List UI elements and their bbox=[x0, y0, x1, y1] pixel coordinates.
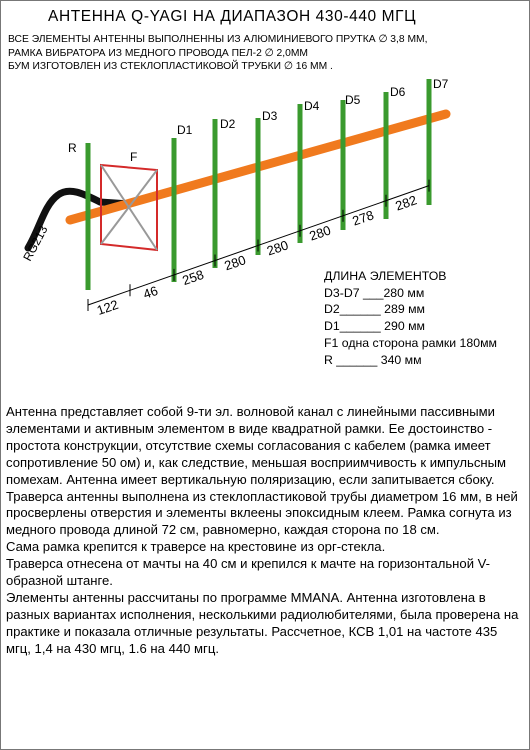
element-label-d5: D5 bbox=[345, 93, 361, 107]
spacing-label: 46 bbox=[141, 282, 160, 302]
length-row: D1______ 290 мм bbox=[324, 319, 426, 334]
lengths-header: ДЛИНА ЭЛЕМЕНТОВ bbox=[324, 269, 447, 283]
spacing-label: 282 bbox=[393, 192, 419, 214]
element-label-d6: D6 bbox=[390, 85, 406, 99]
description-paragraph: Траверса антенны выполнена из стеклопластиковой трубы диаметром 16 мм, в ней просверлены отверстия и элементы вклеены эпоксидным клеем. Рамка согнута из медного провода длиной 72 см, равномерно, каждая сторона по 18 см. bbox=[6, 488, 518, 538]
spacing-label: 258 bbox=[180, 266, 206, 289]
length-row: R ______ 340 мм bbox=[324, 352, 422, 367]
description-paragraph: Сама рамка крепится к траверсе на крестовине из орг-стекла. bbox=[6, 539, 386, 555]
spacing-label: 122 bbox=[94, 296, 121, 319]
length-row: D2______ 289 мм bbox=[324, 302, 426, 317]
description-paragraph: Элементы антенны рассчитаны по программе MMANA. Антенна изготовлена в разных вариантах исполнения, несколькими радиолюбителями, была проверена на практике и показала отличные результаты. Рассчетное, КСВ 1,01 на частоте 435 мгц, 1,4 на 430 мгц, 1.6 на 440 мгц. bbox=[6, 589, 519, 656]
spacing-label: 280 bbox=[307, 222, 333, 244]
elements-group bbox=[68, 77, 449, 290]
length-row: F1 одна сторона рамки 180мм bbox=[324, 335, 497, 350]
spacing-label: 280 bbox=[264, 237, 291, 259]
element-label-d1: D1 bbox=[177, 123, 193, 137]
spacing-label: 280 bbox=[222, 252, 248, 274]
cable-label: RG213 bbox=[20, 223, 51, 264]
element-label-d3: D3 bbox=[262, 109, 278, 123]
element-label-d7: D7 bbox=[433, 77, 449, 91]
length-row: D3-D7 ___280 мм bbox=[324, 285, 425, 300]
element-lengths bbox=[324, 268, 497, 368]
description-paragraph: Траверса отнесена от мачты на 40 см и крепился к мачте на горизонтальной V-образной штанге. bbox=[6, 556, 491, 589]
element-label-d2: D2 bbox=[220, 117, 236, 131]
element-label-d4: D4 bbox=[304, 99, 320, 113]
spec-line: РАМКА ВИБРАТОРА ИЗ МЕДНОГО ПРОВОДА ПЕЛ-2 ∅ 2,0ММ bbox=[8, 47, 308, 59]
element-label-r: R bbox=[68, 141, 77, 155]
spec-line: БУМ ИЗГОТОВЛЕН ИЗ СТЕКЛОПЛАСТИКОВОЙ ТРУБКИ ∅ 16 ММ . bbox=[8, 61, 333, 73]
description-paragraph: Антенна представляет собой 9-ти эл. волновой канал с линейными пассивными элементами и активным элементом в виде квадратной рамки. Ее достоинство - простота конструкции, отсутствие схемы согласования с кабелем (рамка имеет сопротивление 50 ом) и, как следствие, меньшая восприимчивость к импульсным помехам. Антенна имеет вертикальную поляризацию, если запитывается сбоку. bbox=[6, 404, 507, 487]
page-title: АНТЕННА Q-YAGI НА ДИАПАЗОН 430-440 МГЦ bbox=[48, 8, 417, 25]
spacing-label: 278 bbox=[350, 207, 376, 229]
element-label-f: F bbox=[130, 150, 138, 164]
spec-line: ВСЕ ЭЛЕМЕНТЫ АНТЕННЫ ВЫПОЛНЕННЫ ИЗ АЛЮМИНИЕВОГО ПРУТКА ∅ 3,8 ММ, bbox=[8, 34, 428, 45]
description bbox=[6, 404, 524, 658]
